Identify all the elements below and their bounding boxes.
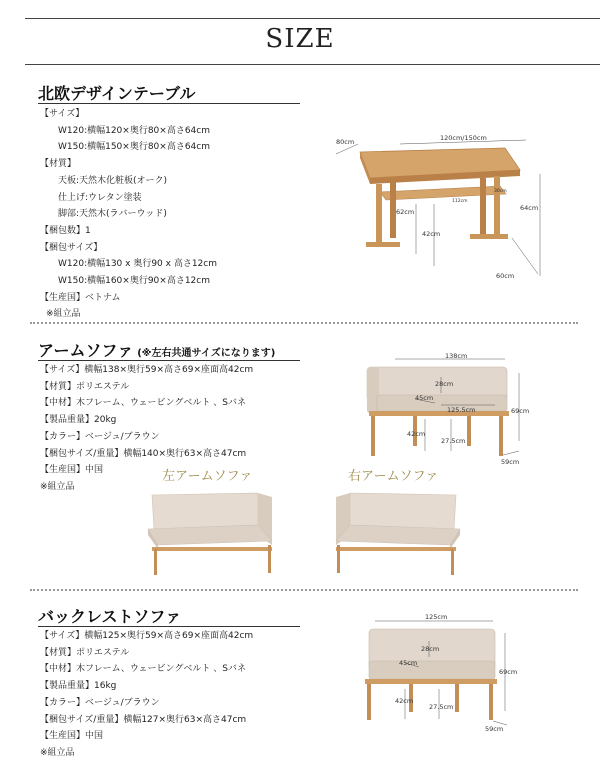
- spec-line: W150:横幅150×奥行80×高さ64cm: [58, 142, 210, 153]
- dim-seat-height: 42cm: [407, 430, 426, 438]
- sofa-leg: [154, 549, 157, 575]
- spec-line: W120:横幅120×奥行80×高さ64cm: [58, 125, 210, 136]
- spec-line: ※組立品: [40, 481, 75, 492]
- spec-line: 【サイズ】横幅125×奥行59×高さ69×座面高42cm: [40, 631, 254, 641]
- sofa-leg: [467, 416, 471, 446]
- arm-sofa-note: (※左右共通サイズになります): [137, 348, 276, 359]
- spec-line: 天板:天然木化粧板(オーク): [58, 175, 168, 186]
- dim-back-height: 28cm: [421, 645, 440, 653]
- left-arm-sofa-label: 左アームソファ: [162, 469, 253, 484]
- dim-depth: 59cm: [501, 458, 520, 466]
- backrest-sofa-title-underline: [38, 626, 300, 627]
- backrest-sofa-dimension-drawing: [355, 615, 525, 735]
- spec-line: W120:横幅130 x 奥行90 x 高さ12cm: [58, 259, 218, 270]
- arm-sofa-section-title: [38, 338, 275, 361]
- sofa-frame: [152, 547, 272, 551]
- dim-seat-height: 42cm: [395, 697, 414, 705]
- sofa-leg: [451, 549, 454, 575]
- spec-line: 【梱包サイズ】: [40, 242, 103, 253]
- sofa-leg: [337, 545, 340, 573]
- dim-back-height: 28cm: [435, 380, 454, 388]
- sofa-leg: [489, 684, 493, 720]
- arm-sofa-title-underline: [38, 360, 300, 361]
- sofa-leg: [268, 545, 271, 573]
- page-title: SIZE: [265, 24, 335, 54]
- table-leg: [376, 184, 382, 244]
- spec-line: 【梱包サイズ/重量】横幅140×奥行63×高さ47cm: [40, 448, 247, 459]
- spec-line: 【材質】ポリエステル: [40, 381, 130, 392]
- dim-seat-depth: 45cm: [415, 394, 434, 402]
- sofa-leg: [455, 684, 459, 712]
- table-illustration: [330, 130, 560, 290]
- left-arm-sofa-image: [138, 485, 278, 580]
- dim-depth: 80cm: [336, 138, 355, 146]
- sofa-back: [152, 493, 258, 529]
- sofa-frame: [369, 411, 509, 416]
- spec-line: 【材質】ポリエステル: [40, 647, 130, 658]
- table-shelf: [380, 186, 506, 200]
- spec-line: 【サイズ】横幅138×奥行59×高さ69×座面高42cm: [40, 365, 254, 375]
- table-leg: [494, 176, 500, 236]
- dim-depth: 59cm: [485, 725, 504, 733]
- table-foot: [366, 242, 400, 247]
- dim-height: 69cm: [499, 668, 518, 676]
- spec-line: 【カラー】ベージュ/ブラウン: [40, 431, 160, 442]
- spec-line: 【生産国】ベトナム: [40, 292, 121, 303]
- dim-leg-depth: 60cm: [496, 272, 515, 280]
- sofa-leg: [371, 416, 375, 456]
- spec-line: 【材質】: [40, 159, 77, 170]
- sofa-frame: [336, 547, 456, 551]
- spec-line: ※組立品: [40, 747, 75, 758]
- spec-line: 【梱包数】1: [40, 225, 91, 236]
- table-spec-list: [40, 106, 217, 323]
- spec-line: 【製品重量】16kg: [40, 681, 117, 692]
- sofa-seat: [369, 661, 495, 679]
- table-title-underline: [38, 103, 300, 104]
- sofa-leg: [367, 684, 371, 720]
- spec-line: 仕上げ:ウレタン塗装: [58, 192, 142, 203]
- spec-line: 【サイズ】: [40, 109, 85, 119]
- sofa-frame: [365, 679, 497, 684]
- spec-line: 【カラー】ベージュ/ブラウン: [40, 697, 160, 708]
- arm-sofa-dimension-drawing: [355, 352, 535, 470]
- dim-width: 125cm: [425, 613, 448, 621]
- dim-height: 69cm: [511, 407, 530, 415]
- backrest-sofa-spec-list: [40, 628, 253, 762]
- spec-line: 【中材】木フレーム、ウェービングベルト 、Sバネ: [40, 398, 246, 409]
- dim-shelf-width: 112cm: [452, 199, 468, 204]
- dim-seat-depth: 45cm: [399, 659, 418, 667]
- spec-line: 【生産国】中国: [40, 465, 104, 476]
- sofa-back: [350, 493, 456, 529]
- table-section-title: 北欧デザインテーブル: [38, 84, 196, 103]
- dim-seat-width: 125.5cm: [447, 406, 476, 414]
- table-foot: [470, 234, 508, 239]
- arm-sofa-title: アームソファ: [38, 341, 134, 360]
- sofa-seat: [377, 395, 507, 411]
- dim-width: 138cm: [445, 352, 468, 360]
- right-arm-sofa-label: 右アームソファ: [348, 469, 439, 484]
- spec-line: ※組立品: [46, 309, 81, 320]
- section-divider: [30, 322, 578, 324]
- spec-line: 脚部:天然木(ラバーウッド): [58, 209, 167, 220]
- dim-under-seat: 27.5cm: [441, 437, 466, 445]
- sofa-leg: [499, 416, 503, 456]
- spec-line: 【生産国】中国: [40, 731, 104, 742]
- table-leg: [480, 178, 486, 236]
- header-top-rule: [25, 18, 600, 19]
- dim-clearance: 62cm: [396, 208, 415, 216]
- dim-shelf-height: 30cm: [494, 189, 507, 194]
- spec-line: 【製品重量】20kg: [40, 415, 117, 426]
- dim-shelf-floor: 42cm: [422, 230, 441, 238]
- backrest-sofa-section-title: バックレストソファ: [38, 607, 182, 626]
- dim-under-seat: 27.5cm: [429, 703, 454, 711]
- header-bottom-rule: [25, 64, 600, 65]
- spec-line: W150:横幅160×奥行90×高さ12cm: [58, 276, 210, 287]
- dim-height: 64cm: [520, 204, 539, 212]
- spec-line: 【梱包サイズ/重量】横幅127×奥行63×高さ47cm: [40, 714, 247, 725]
- spec-line: 【中材】木フレーム、ウェービングベルト 、Sバネ: [40, 664, 246, 675]
- section-divider: [30, 589, 578, 591]
- right-arm-sofa-image: [330, 485, 470, 580]
- dim-width: 120cm/150cm: [440, 134, 487, 142]
